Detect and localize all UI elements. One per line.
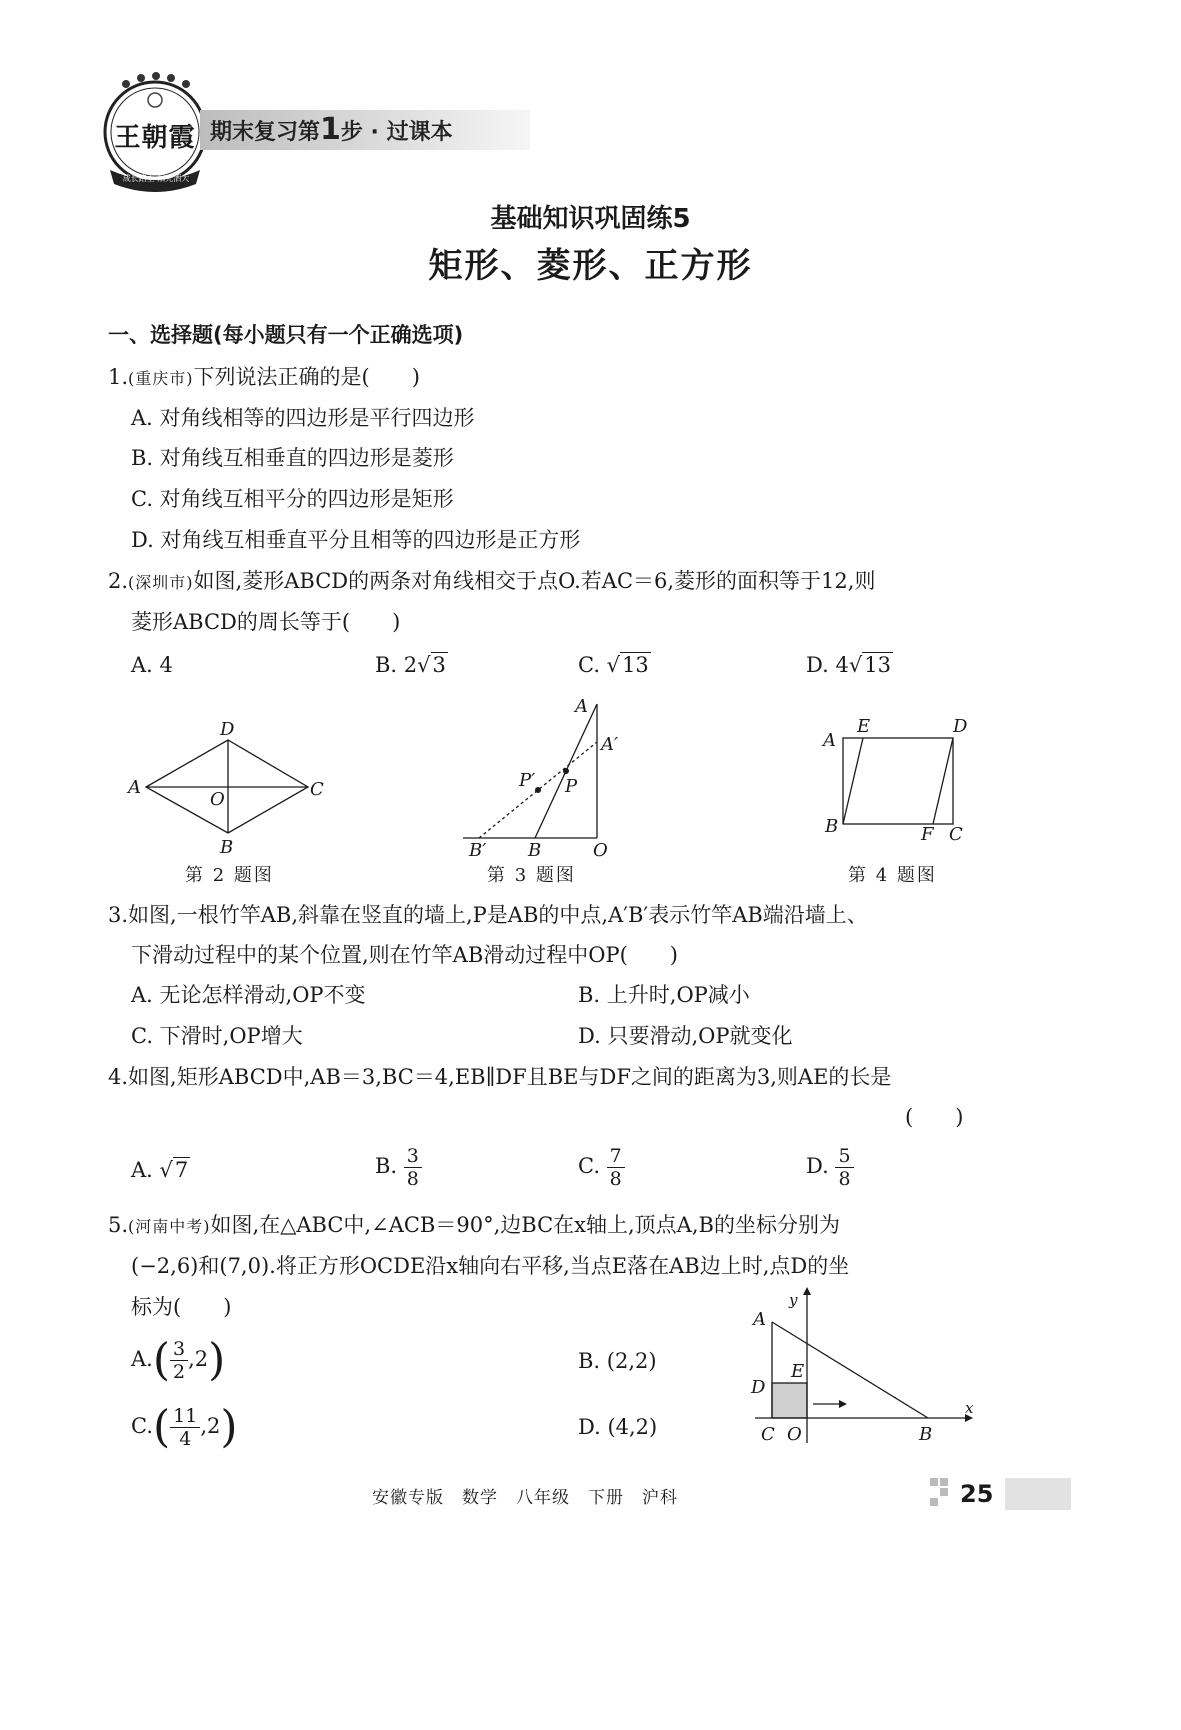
q1-option-d: D. 对角线互相垂直平分且相等的四边形是正方形 (131, 528, 581, 552)
q5-option-a-fraction (170, 1338, 188, 1383)
series-step-number: 1 (320, 112, 341, 147)
q5-option-a (131, 1334, 226, 1386)
q4-number: 4. (108, 1065, 129, 1089)
fig2-label-c: C (310, 779, 324, 800)
q3-option-b: B. 上升时,OP减小 (578, 983, 750, 1007)
fig3-label-p: P (565, 776, 578, 797)
q5-number: 5. (108, 1213, 129, 1237)
series-title (210, 112, 453, 151)
q2-option-a: A. 4 (131, 653, 173, 677)
fig3-label-a: A (575, 696, 588, 717)
point-p (563, 768, 569, 774)
q5-option-a-numerator: 3 (170, 1338, 188, 1361)
q4-option-b-prefix: B. (375, 1154, 404, 1178)
q5-option-d: D. (4,2) (578, 1415, 658, 1439)
q4-option-d (806, 1145, 854, 1190)
fig4-label-b: B (825, 816, 839, 837)
q2-option-d: D. 4√13 (806, 653, 891, 677)
q1-stem: 下列说法正确的是( ) (193, 365, 420, 389)
page-title: 矩形、菱形、正方形 (428, 246, 753, 286)
page-number: 25 (960, 1480, 994, 1508)
q5-option-c-fraction (170, 1405, 200, 1450)
q2-option-d-prefix: D. 4 (806, 653, 849, 677)
q4-option-c (578, 1145, 625, 1190)
fig5-label-e: E (791, 1361, 805, 1382)
footer-page-band (1005, 1478, 1071, 1510)
q5-source: (河南中考) (128, 1217, 211, 1236)
q4-option-a: A. √7 (131, 1158, 189, 1182)
figure-2-rhombus (120, 715, 340, 860)
q3-option-a: A. 无论怎样滑动,OP不变 (131, 983, 366, 1007)
fig5-label-a: A (753, 1309, 766, 1330)
q3-option-c: C. 下滑时,OP增大 (131, 1024, 303, 1048)
q2-line1: 如图,菱形ABCD的两条对角线相交于点O.若AC＝6,菱形的面积等于12,则 (193, 569, 876, 593)
q4-option-b (375, 1145, 422, 1190)
q1-number: 1. (108, 365, 129, 389)
q5-option-c-suffix: ,2 (200, 1414, 221, 1438)
q4-option-c-numerator: 7 (607, 1145, 625, 1168)
q2-option-d-radicand: 13 (864, 653, 891, 677)
q4-option-d-numerator: 5 (835, 1145, 853, 1168)
q5-option-c (131, 1401, 238, 1453)
q5-line1: 如图,在△ABC中,∠ACB＝90°,边BC在x轴上,顶点A,B的坐标分别为 (210, 1213, 840, 1237)
q2-number: 2. (108, 569, 129, 593)
fig5-label-d: D (751, 1377, 766, 1398)
question-1 (108, 362, 420, 394)
y-axis-arrow-icon (803, 1287, 811, 1295)
page-subtitle: 基础知识巩固练5 (490, 204, 691, 234)
fig5-label-c: C (761, 1424, 775, 1445)
q5-option-a-suffix: ,2 (188, 1347, 209, 1371)
q4-option-b-fraction (404, 1145, 422, 1190)
q5-option-c-lparen: ( (153, 1401, 171, 1453)
fig4-label-c: C (949, 824, 963, 845)
q4-answer-blank: ( ) (905, 1105, 964, 1129)
footer-edition: 安徽专版 数学 八年级 下册 沪科 (372, 1488, 678, 1508)
fig5-label-y: y (789, 1291, 798, 1309)
q4-option-b-numerator: 3 (404, 1145, 422, 1168)
question-2 (108, 566, 875, 598)
q3-option-d: D. 只要滑动,OP就变化 (578, 1024, 793, 1048)
fig3-label-b: B (528, 840, 542, 860)
q2-option-c-radicand: 13 (622, 653, 649, 677)
fig3-label-a2: A′ (601, 734, 619, 755)
figure-5-coordinate (745, 1285, 980, 1450)
point-p2 (535, 787, 541, 793)
q3-number: 3. (108, 903, 129, 927)
figure-2-caption: 第 2 题图 (185, 865, 274, 886)
q5-line2: (−2,6)和(7,0).将正方形OCDE沿x轴向右平移,当点E落在AB边上时,点D的坐 (131, 1254, 850, 1278)
brand-badge: 成长路上 阳光洒大 (122, 174, 190, 183)
q2-option-c: C. √13 (578, 653, 649, 677)
q2-source: (深圳市) (128, 573, 194, 592)
fig4-label-f: F (921, 824, 934, 845)
q5-option-c-numerator: 11 (170, 1405, 200, 1428)
segment-df (933, 738, 953, 824)
q3-line1: 如图,一根竹竿AB,斜靠在竖直的墙上,P是AB的中点,A′B′表示竹竿AB端沿墙上、 (128, 903, 868, 927)
question-5 (108, 1210, 840, 1242)
q5-option-b: B. (2,2) (578, 1349, 657, 1373)
q2-option-b: B. 2√3 (375, 653, 446, 677)
fig5-label-b: B (919, 1424, 933, 1445)
fig4-label-d: D (953, 716, 968, 737)
fig3-label-b2: B′ (469, 840, 487, 860)
q5-option-a-rparen: ) (208, 1334, 226, 1386)
segment-eb (843, 738, 863, 824)
fig4-label-e: E (857, 716, 871, 737)
q4-option-a-prefix: A. (131, 1158, 160, 1182)
fig2-label-d: D (220, 719, 235, 740)
fig5-label-o: O (787, 1424, 802, 1445)
figure-4-caption: 第 4 题图 (848, 865, 937, 886)
q4-line1: 如图,矩形ABCD中,AB＝3,BC＝4,EB∥DF且BE与DF之间的距离为3,则AE的长是 (128, 1065, 892, 1089)
square-ocde (772, 1383, 807, 1418)
fig4-label-a: A (823, 730, 836, 751)
q1-source: (重庆市) (128, 369, 194, 388)
fig5-label-x: x (965, 1399, 974, 1417)
fig2-label-a: A (128, 777, 141, 798)
figure-3-caption: 第 3 题图 (487, 865, 576, 886)
q2-option-c-prefix: C. (578, 653, 607, 677)
figure-4-rectangle (815, 710, 985, 850)
q5-option-a-denominator: 2 (173, 1361, 186, 1383)
q4-option-d-fraction (835, 1145, 853, 1190)
q5-option-c-rparen: ) (220, 1401, 238, 1453)
section-heading: 一、选择题(每小题只有一个正确选项) (108, 323, 464, 347)
q4-option-b-denominator: 8 (406, 1168, 419, 1190)
q4-option-c-fraction (607, 1145, 625, 1190)
q5-line3: 标为( ) (131, 1295, 232, 1319)
fig3-label-p2: P′ (519, 770, 536, 791)
q3-line2: 下滑动过程中的某个位置,则在竹竿AB滑动过程中OP( ) (131, 943, 679, 967)
q4-option-c-prefix: C. (578, 1154, 607, 1178)
fig2-label-b: B (220, 837, 234, 858)
question-4 (108, 1062, 891, 1092)
q4-option-d-denominator: 8 (838, 1168, 851, 1190)
q4-option-a-radicand: 7 (174, 1158, 189, 1182)
q2-line2: 菱形ABCD的周长等于( ) (131, 610, 401, 634)
series-text-b: 步 · 过课本 (340, 120, 453, 145)
q4-option-d-prefix: D. (806, 1154, 836, 1178)
brand-name: 王朝霞 (114, 123, 196, 153)
q5-option-c-prefix: C. (131, 1414, 153, 1438)
series-text-a: 期末复习第 (210, 120, 321, 145)
shift-arrow-icon (839, 1400, 847, 1408)
q5-option-c-denominator: 4 (179, 1428, 192, 1450)
question-3 (108, 900, 868, 930)
q2-option-b-radicand: 3 (432, 653, 446, 677)
fig3-label-o: O (593, 840, 608, 860)
q5-option-a-lparen: ( (152, 1334, 171, 1386)
q4-option-c-denominator: 8 (609, 1168, 622, 1190)
q2-option-b-prefix: B. 2 (375, 653, 418, 677)
q5-option-a-prefix: A. (131, 1347, 153, 1371)
q1-option-b: B. 对角线互相垂直的四边形是菱形 (131, 446, 454, 470)
q1-option-c: C. 对角线互相平分的四边形是矩形 (131, 487, 454, 511)
footer-decoration (930, 1478, 958, 1506)
figure-3-sliding-pole (455, 690, 635, 860)
q1-option-a: A. 对角线相等的四边形是平行四边形 (131, 406, 475, 430)
fig2-label-o: O (210, 789, 225, 810)
